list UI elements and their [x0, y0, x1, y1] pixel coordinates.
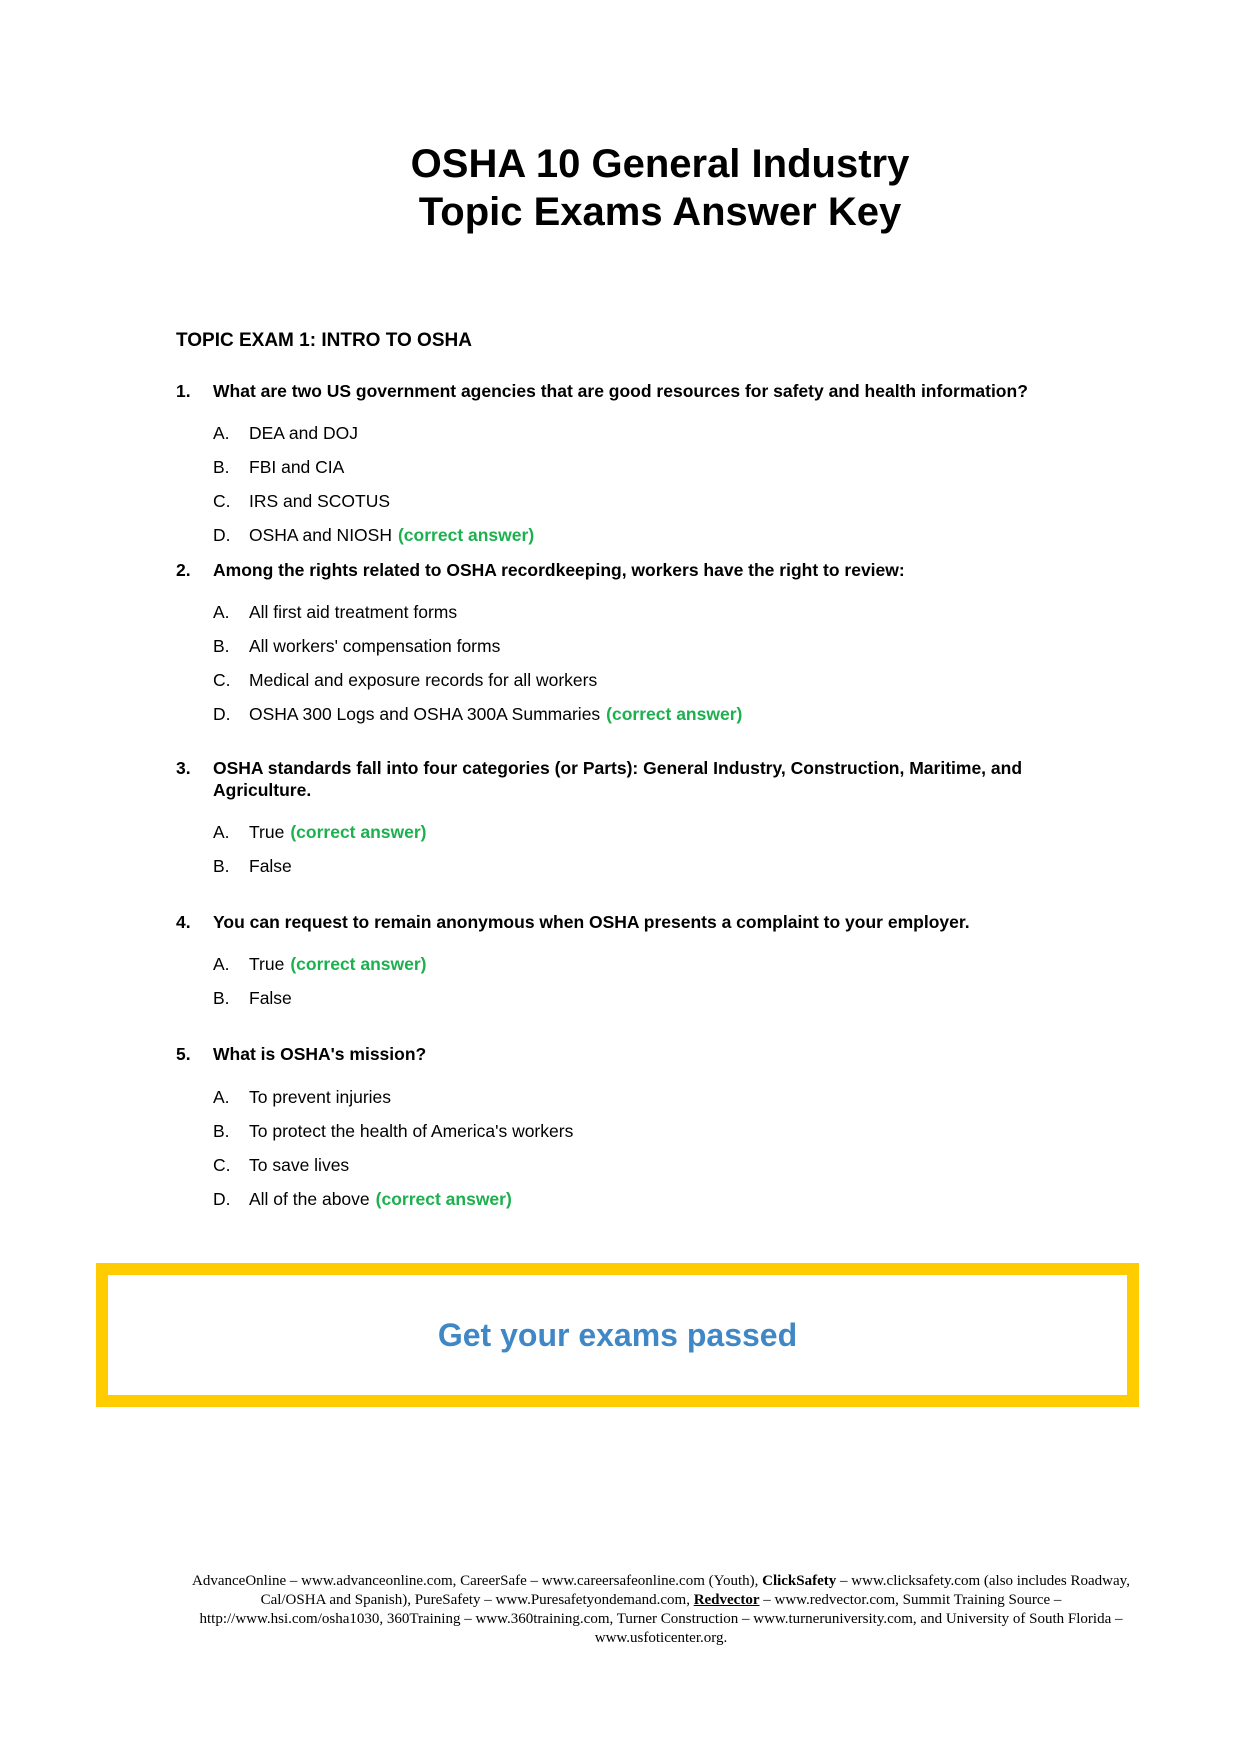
option-letter: B.: [213, 457, 230, 477]
question-text: OSHA standards fall into four categories (or Parts): General Industry, Construction, Maritime, and Agriculture.: [213, 758, 1023, 800]
option-letter: A.: [213, 602, 230, 622]
correct-answer-label: (correct answer): [375, 1189, 512, 1209]
option-5c: [213, 1154, 349, 1176]
option-5d: [213, 1188, 512, 1210]
question-4: [176, 911, 1096, 933]
correct-answer-label: (correct answer): [397, 525, 535, 545]
question-text: Among the rights related to OSHA recordkeeping, workers have the right to review:: [213, 560, 905, 580]
option-text: FBI and CIA: [249, 457, 345, 477]
option-text: OSHA 300 Logs and OSHA 300A Summaries: [249, 704, 601, 724]
option-1b: [213, 456, 344, 478]
question-number: 3.: [176, 758, 191, 778]
option-letter: B.: [213, 988, 230, 1008]
option-text: All workers' compensation forms: [249, 636, 501, 656]
option-text: To protect the health of America's workers: [249, 1121, 574, 1141]
question-3: [176, 757, 1096, 801]
option-text: DEA and DOJ: [249, 423, 358, 443]
option-letter: C.: [213, 491, 231, 511]
option-letter: A.: [213, 954, 230, 974]
correct-answer-label: (correct answer): [290, 822, 427, 842]
option-text: Medical and exposure records for all workers: [249, 670, 598, 690]
title-line-1: OSHA 10 General Industry: [410, 142, 910, 186]
option-text: IRS and SCOTUS: [249, 491, 391, 511]
option-text: To prevent injuries: [249, 1087, 392, 1107]
question-1: [176, 380, 1096, 402]
option-text: All of the above: [249, 1189, 370, 1209]
option-text: True: [249, 822, 285, 842]
option-letter: A.: [213, 423, 230, 443]
option-text: All first aid treatment forms: [249, 602, 458, 622]
footer-clicksafety: ClickSafety: [762, 1573, 837, 1589]
question-text: What are two US government agencies that are good resources for safety and health information?: [213, 381, 1028, 401]
correct-answer-label: (correct answer): [290, 954, 427, 974]
option-2b: [213, 635, 500, 657]
question-number: 4.: [176, 912, 191, 932]
get-exams-passed-link[interactable]: Get your exams passed: [437, 1316, 798, 1353]
option-letter: C.: [213, 1155, 231, 1175]
question-text: What is OSHA's mission?: [213, 1044, 427, 1064]
footer-sources: [176, 1572, 1146, 1648]
page-title: [0, 140, 1241, 236]
option-letter: A.: [213, 1087, 230, 1107]
option-letter: C.: [213, 670, 231, 690]
option-letter: B.: [213, 636, 230, 656]
option-5b: [213, 1120, 573, 1142]
option-4b: [213, 987, 292, 1009]
option-letter: D.: [213, 704, 231, 724]
cta-box: [96, 1263, 1139, 1407]
option-1d: [213, 524, 534, 546]
option-text: To save lives: [249, 1155, 350, 1175]
option-2d: [213, 703, 742, 725]
option-5a: [213, 1086, 391, 1108]
option-1c: [213, 490, 390, 512]
section-heading: TOPIC EXAM 1: INTRO TO OSHA: [176, 330, 472, 351]
option-letter: D.: [213, 1189, 231, 1209]
question-number: 5.: [176, 1044, 191, 1064]
footer-text-3: – www.redvector.com, Summit Training Source – http://www.hsi.com/osha1030, 360Training – www.360training.com, Turner Construction – www.turneruniversity.com, and University of South Florida – www.usfoticenter.org.: [199, 1592, 1123, 1646]
footer-redvector: Redvector: [693, 1592, 760, 1608]
footer-text-1: AdvanceOnline – www.advanceonline.com, CareerSafe – www.careersafeonline.com (Youth),: [192, 1573, 763, 1589]
question-5: [176, 1043, 1096, 1065]
option-letter: B.: [213, 856, 230, 876]
option-letter: A.: [213, 822, 230, 842]
option-text: False: [249, 988, 292, 1008]
question-2: [176, 559, 1096, 581]
option-3a: [213, 821, 427, 843]
title-line-2: Topic Exams Answer Key: [418, 190, 902, 234]
question-text: You can request to remain anonymous when OSHA presents a complaint to your employer.: [213, 912, 970, 932]
option-text: OSHA and NIOSH: [249, 525, 392, 545]
option-text: False: [249, 856, 292, 876]
option-letter: B.: [213, 1121, 230, 1141]
footer-text-2: – www.clicksafety.com (also includes Roadway, Cal/OSHA and Spanish), PureSafety – www.Puresafetyondemand.com,: [260, 1573, 1130, 1608]
option-letter: D.: [213, 525, 231, 545]
question-number: 1.: [176, 381, 191, 401]
option-2a: [213, 601, 457, 623]
option-2c: [213, 669, 597, 691]
question-number: 2.: [176, 560, 191, 580]
option-text: True: [249, 954, 285, 974]
option-4a: [213, 953, 427, 975]
option-1a: [213, 422, 358, 444]
correct-answer-label: (correct answer): [606, 704, 743, 724]
option-3b: [213, 855, 292, 877]
